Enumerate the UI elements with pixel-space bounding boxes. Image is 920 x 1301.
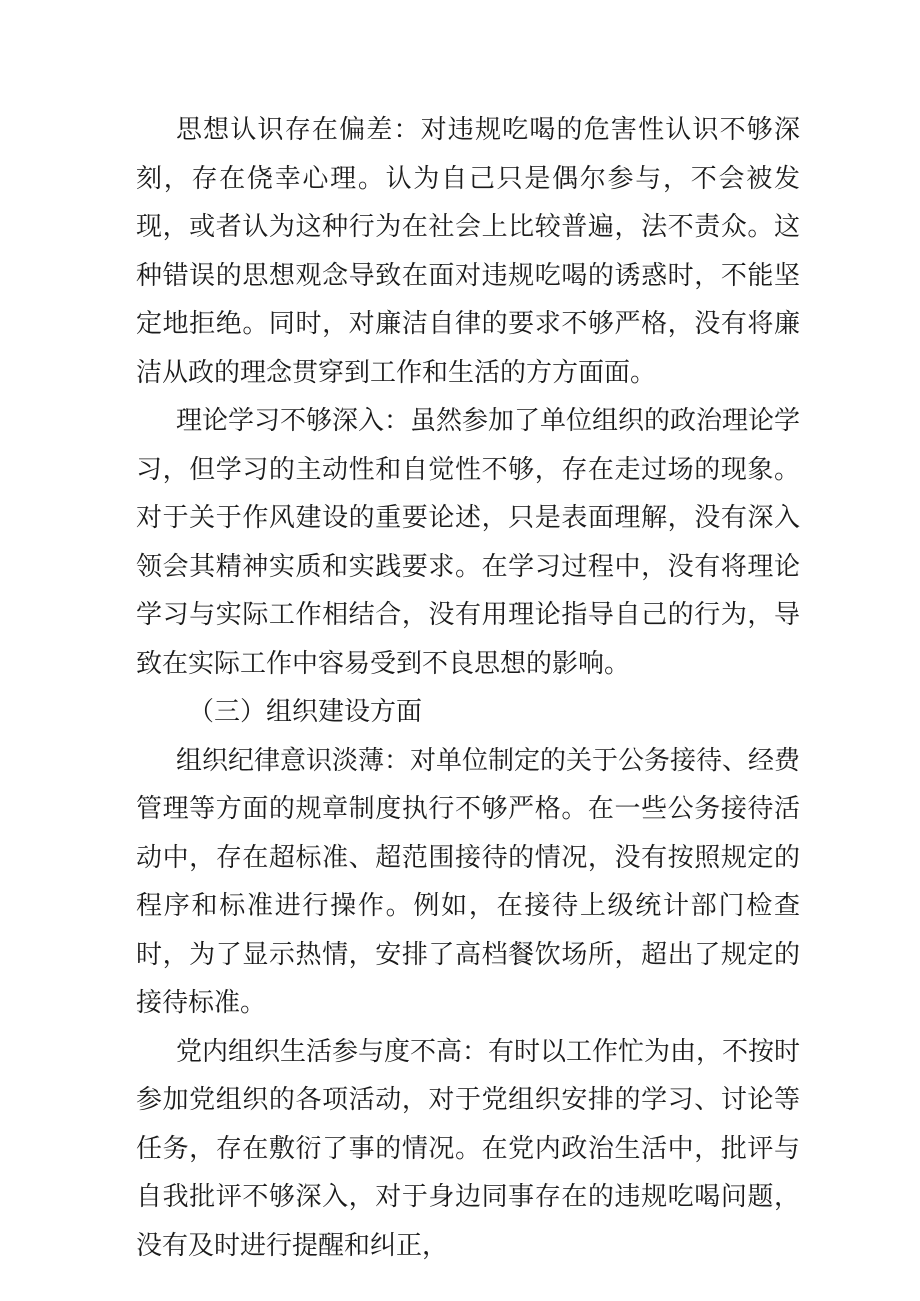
- paragraph-discipline-awareness: 组织纪律意识淡薄：对单位制定的关于公务接待、经费管理等方面的规章制度执行不够严格。在一些公务接待活动中，存在超标准、超范围接待的情况，没有按照规定的程序和标准进行操作。例如，在接待上级统计部门检查时，为了显示热情，安排了高档餐饮场所，超出了规定的接待标准。: [136, 745, 801, 1018]
- paragraph-party-life: 党内组织生活参与度不高：有时以工作忙为由，不按时参加党组织的各项活动，对于党组织安排的学习、讨论等任务，存在敷衍了事的情况。在党内政治生活中，批评与自我批评不够深入，对于身边同事存在的违规吃喝问题，没有及时进行提醒和纠正，: [136, 1036, 801, 1261]
- document-body: [136, 106, 800, 1270]
- paragraph-ideological-bias: 思想认识存在偏差：对违规吃喝的危害性认识不够深刻，存在侥幸心理。认为自己只是偶尔参与，不会被发现，或者认为这种行为在社会上比较普遍，法不责众。这种错误的思想观念导致在面对违规吃喝的诱惑时，不能坚定地拒绝。同时，对廉洁自律的要求不够严格，没有将廉洁从政的理念贯穿到工作和生活的方方面面。: [136, 115, 800, 388]
- section-heading: （三）组织建设方面: [188, 697, 423, 727]
- paragraph-theory-study: 理论学习不够深入：虽然参加了单位组织的政治理论学习，但学习的主动性和自觉性不够，存在走过场的现象。对于关于作风建设的重要论述，只是表面理解，没有深入领会其精神实质和实践要求。在学习过程中，没有将理论学习与实际工作相结合，没有用理论指导自己的行为，导致在实际工作中容易受到不良思想的影响。: [136, 406, 801, 679]
